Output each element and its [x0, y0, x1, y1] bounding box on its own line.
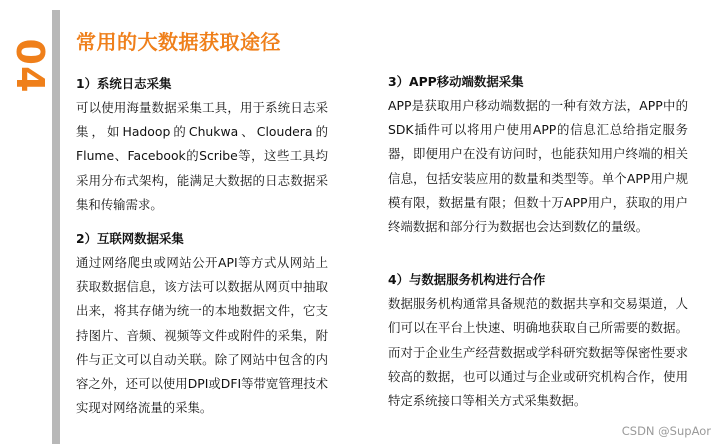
watermark: CSDN @SupAor: [621, 424, 711, 438]
section-heading-internet: 2）互联网数据采集: [76, 231, 184, 247]
section-number-text: 04: [8, 38, 52, 94]
vertical-divider-bar: [52, 10, 60, 444]
section-body-mobile-app: APP是获取用户移动端数据的一种有效方法，APP中的SDK插件可以将用户使用APP的信息汇总给指定服务器，即便用户在没有访问时，也能获知用户终端的相关信息，包括安装应用的数量和类型等。单个APP用户规模有限，数据量有限；但数十万APP用户，获取的用户终端数据和部分行为数据也会达到数亿的量级。: [388, 98, 688, 235]
section-heading-mobile-app: 3）APP移动端数据采集: [388, 74, 524, 89]
section-number: [8, 34, 52, 98]
left-column: [76, 72, 328, 420]
section-body-internet: 通过网络爬虫或网站公开API等方式从网站上获取数据信息，该方法可以数据从网页中抽取出来，将其存储为统一的本地数据文件，它支持图片、音频、视频等文件或附件的采集，附件与正文可以自动关联。除了网站中包含的内容之外，还可以使用DPI或DFI等带宽管理技术实现对网络流量的采集。: [76, 255, 328, 416]
section-body-data-service: 数据服务机构通常具备规范的数据共享和交易渠道，人们可以在平台上快速、明确地获取自己所需要的数据。而对于企业生产经营数据或学科研究数据等保密性要求较高的数据，也可以通过与企业或研究机构合作，使用特定系统接口等相关方式采集数据。: [388, 296, 688, 409]
section-heading-data-service: 4）与数据服务机构进行合作: [388, 272, 546, 288]
section-body-system-log: 可以使用海量数据采集工具，用于系统日志采集，如Hadoop的Chukwa、Cloudera的Flume、Facebook的Scribe等，这些工具均采用分布式架构，能满足大数据的日志数据采集和传输需求。: [76, 100, 328, 212]
right-column: [388, 70, 688, 413]
section-heading-system-log: 1）系统日志采集: [76, 76, 172, 91]
page-title: 常用的大数据获取途径: [76, 30, 281, 54]
